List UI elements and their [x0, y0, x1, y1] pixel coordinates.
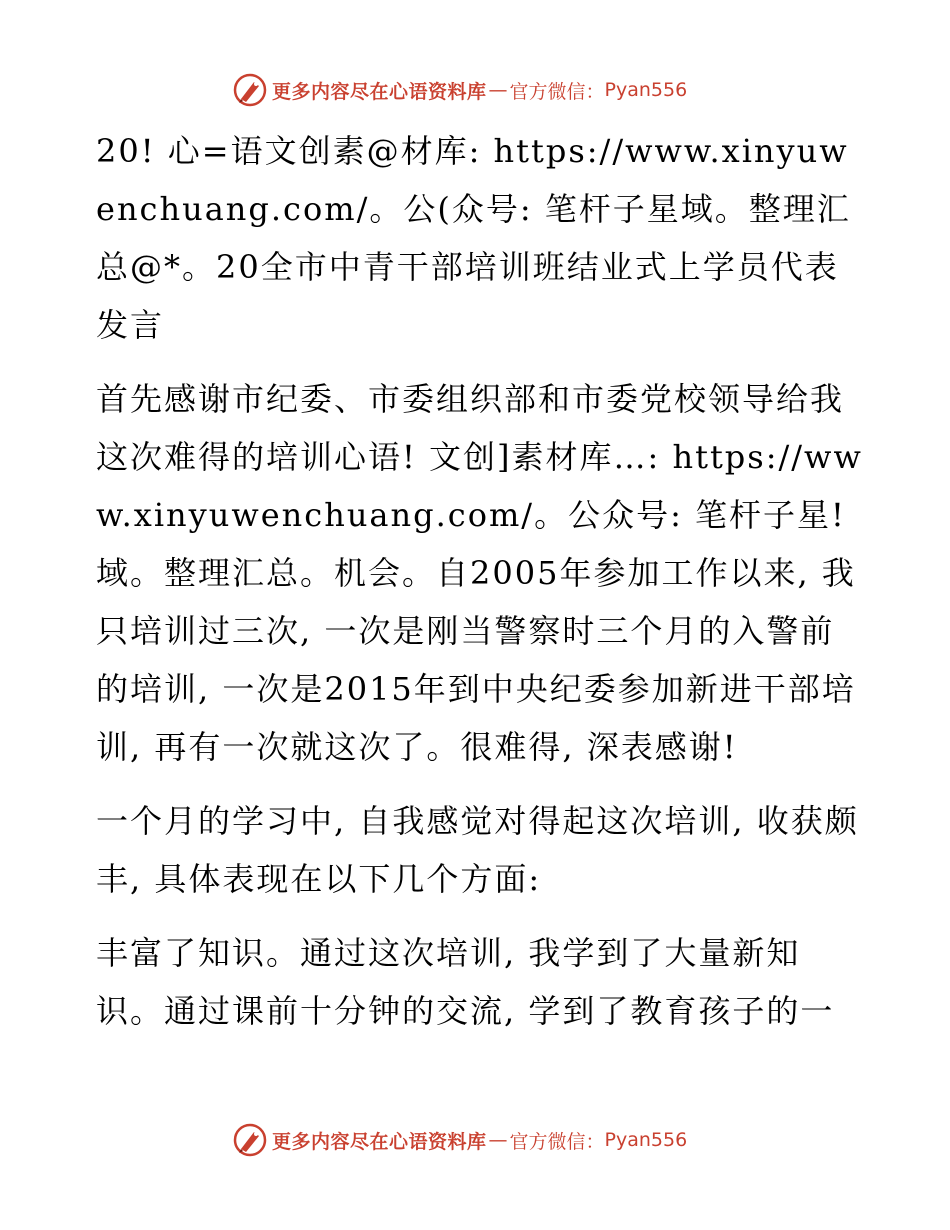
banner-official-label: 官方微信： — [509, 1130, 605, 1153]
paragraph-summary: 一个月的学习中, 自我感觉对得起这次培训, 收获颇丰, 具体表现在以下几个方面: — [96, 802, 859, 898]
banner-slogan: 更多内容尽在心语资料库 — [272, 1130, 487, 1153]
paragraph-knowledge: 丰富了知识。通过这次培训, 我学到了大量新知识。通过课前十分钟的交流, 学到了教育孩子的一 — [96, 934, 835, 1030]
banner-official-label: 官方微信： — [509, 80, 605, 103]
paragraph-thanks: 首先感谢市纪委、市委组织部和市委党校领导给我这次难得的培训心语! 文创]素材库…: https://www.xinyuwenchuang.com/。公众号: 笔杆子星! 域。整理汇总。机会。自2005年参加工作以来, 我只培训过三次, 一次是刚当警察时三个月的入警前的培训, 一次是2015年到中央纪委参加新进干部培训, 再有一次就这次了。很难得, 深表感谢! — [96, 380, 863, 766]
paragraph-title: 20! 心=语文创素@材库: https://www.xinyuwenchuang.com/。公(众号: 笔杆子星域。整理汇总@*。20全市中青干部培训班结业式上学员代表发言 — [96, 132, 851, 344]
header-banner — [232, 70, 687, 110]
banner-separator: — — [488, 79, 508, 101]
banner-separator: — — [488, 1129, 508, 1151]
pen-logo-icon — [232, 1122, 268, 1158]
banner-wechat-handle: Pyan556 — [604, 79, 688, 101]
footer-banner — [232, 1120, 687, 1160]
document-body — [96, 122, 866, 1056]
banner-slogan: 更多内容尽在心语资料库 — [272, 80, 487, 103]
banner-wechat-handle: Pyan556 — [604, 1129, 688, 1151]
pen-logo-icon — [232, 72, 268, 108]
